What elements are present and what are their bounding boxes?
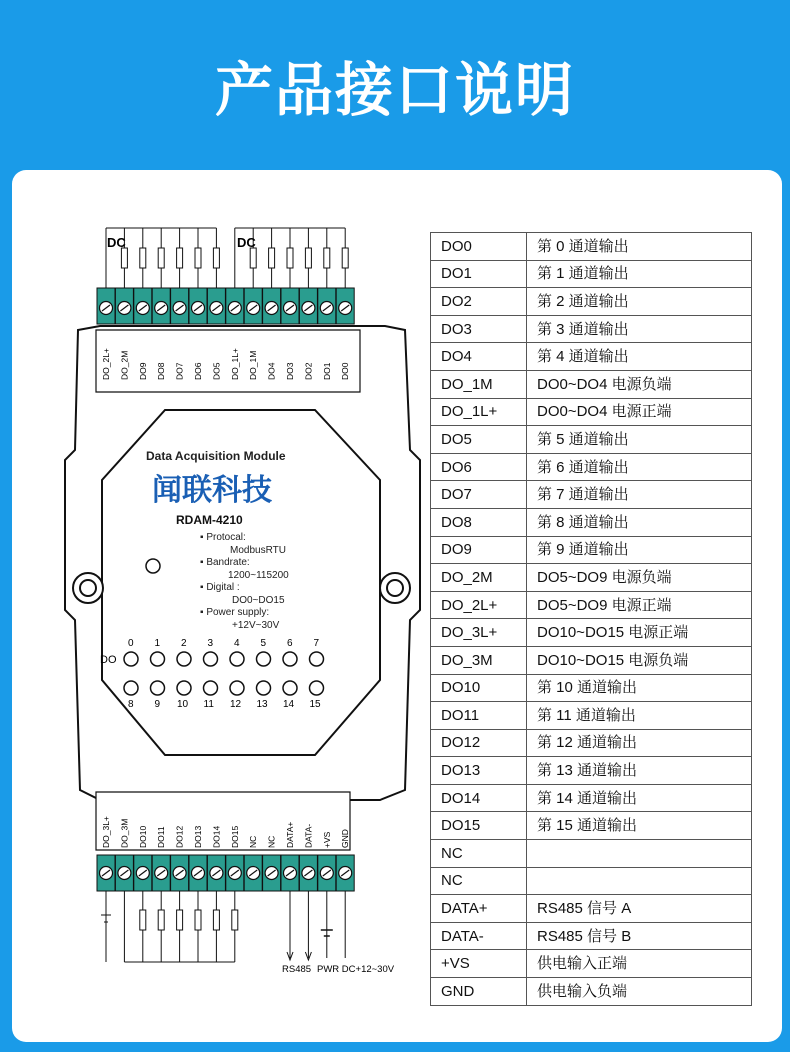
pin-name: DO15 bbox=[431, 812, 527, 840]
do-led bbox=[124, 681, 138, 695]
led-number: 1 bbox=[154, 638, 161, 649]
mount-hole-left-inner bbox=[80, 580, 96, 596]
pin-name: DO8 bbox=[431, 508, 527, 536]
led-number: 2 bbox=[181, 638, 187, 649]
pin-name: DO5 bbox=[431, 426, 527, 454]
top-terminal bbox=[189, 288, 207, 324]
top-terminal-label: DO5 bbox=[211, 362, 222, 380]
top-terminal bbox=[281, 288, 299, 324]
spec-text: ▪ Bandrate: bbox=[200, 557, 250, 568]
pin-description: 供电输入负端 bbox=[527, 978, 752, 1006]
pin-row bbox=[431, 729, 752, 757]
top-terminal-label: DO4 bbox=[266, 362, 277, 380]
top-terminal bbox=[207, 288, 225, 324]
pin-name: NC bbox=[431, 867, 527, 895]
do-led bbox=[204, 652, 218, 666]
do-led bbox=[230, 652, 244, 666]
pin-name: DO11 bbox=[431, 702, 527, 730]
led-row-label: DO bbox=[100, 654, 117, 666]
spec-text: ▪ Digital : bbox=[200, 582, 240, 593]
bottom-terminal bbox=[244, 855, 262, 891]
pin-description: DO10~DO15 电源负端 bbox=[527, 646, 752, 674]
led-number: 11 bbox=[203, 699, 214, 710]
do-led bbox=[283, 652, 297, 666]
top-terminal bbox=[336, 288, 354, 324]
pin-row bbox=[431, 370, 752, 398]
pin-name: DO_3M bbox=[431, 646, 527, 674]
led-number: 6 bbox=[287, 638, 293, 649]
bottom-terminal-label: NC bbox=[266, 835, 277, 848]
pin-name: DATA- bbox=[431, 922, 527, 950]
pin-name: DO_2M bbox=[431, 564, 527, 592]
pin-row bbox=[431, 867, 752, 895]
pin-name: DO14 bbox=[431, 784, 527, 812]
pin-name: DO4 bbox=[431, 343, 527, 371]
pin-description: 第 11 通道输出 bbox=[527, 702, 752, 730]
bottom-wiring bbox=[101, 891, 345, 962]
top-terminal bbox=[226, 288, 244, 324]
pin-row bbox=[431, 398, 752, 426]
pin-name: DO_3L+ bbox=[431, 619, 527, 647]
top-terminal-label: DO6 bbox=[193, 362, 203, 380]
spec-text: ▪ Protocal: bbox=[200, 532, 246, 543]
bottom-terminal bbox=[152, 855, 170, 891]
bottom-terminal-label: DO11 bbox=[156, 826, 167, 848]
pin-name: DO6 bbox=[431, 453, 527, 481]
bottom-terminal-label: DO13 bbox=[193, 825, 203, 848]
led-number: 4 bbox=[234, 638, 240, 649]
model-number: RDAM-4210 bbox=[176, 513, 243, 527]
spec-text: 1200~115200 bbox=[228, 570, 289, 581]
led-number: 0 bbox=[128, 638, 134, 649]
led-number: 14 bbox=[283, 699, 295, 710]
bottom-terminal-block bbox=[97, 855, 354, 891]
pin-row bbox=[431, 315, 752, 343]
top-terminal-label: DO2 bbox=[303, 362, 314, 380]
bottom-terminal-label: DO15 bbox=[229, 825, 240, 848]
pin-name: DO_1M bbox=[431, 370, 527, 398]
pin-description: RS485 信号 A bbox=[527, 895, 752, 923]
top-terminal-label: DO8 bbox=[156, 362, 167, 380]
pin-description: DO0~DO4 电源负端 bbox=[527, 370, 752, 398]
pin-row bbox=[431, 840, 752, 868]
spec-text: ModbusRTU bbox=[230, 545, 286, 556]
bottom-terminal bbox=[263, 855, 281, 891]
do-led bbox=[204, 681, 218, 695]
pin-description: 第 4 通道输出 bbox=[527, 343, 752, 371]
pin-row bbox=[431, 812, 752, 840]
top-terminal bbox=[115, 288, 133, 324]
pin-row bbox=[431, 895, 752, 923]
top-terminal-label: DO_1L+ bbox=[229, 348, 240, 380]
pin-description: DO5~DO9 电源正端 bbox=[527, 591, 752, 619]
pin-row bbox=[431, 591, 752, 619]
dc-label-right: DC bbox=[237, 235, 256, 250]
pin-name: DO3 bbox=[431, 315, 527, 343]
do-led bbox=[151, 681, 165, 695]
pin-row bbox=[431, 646, 752, 674]
page-title: 产品接口说明 bbox=[214, 56, 575, 124]
bottom-terminal bbox=[281, 855, 299, 891]
bottom-terminal bbox=[318, 855, 336, 891]
pin-description: 第 15 通道输出 bbox=[527, 812, 752, 840]
mount-hole-right-inner bbox=[387, 580, 403, 596]
pin-row bbox=[431, 426, 752, 454]
pin-description: 供电输入正端 bbox=[527, 950, 752, 978]
top-terminal-label: DO_1M bbox=[248, 350, 259, 380]
pin-table bbox=[430, 232, 752, 1006]
pin-description: DO0~DO4 电源正端 bbox=[527, 398, 752, 426]
top-terminal-label: DO_2L+ bbox=[101, 348, 111, 380]
do-led bbox=[257, 652, 271, 666]
top-terminal bbox=[244, 288, 262, 324]
top-terminal-label: DO7 bbox=[174, 362, 185, 380]
bottom-terminal bbox=[299, 855, 317, 891]
do-led bbox=[257, 681, 271, 695]
pin-description: 第 9 通道输出 bbox=[527, 536, 752, 564]
bottom-terminal bbox=[336, 855, 354, 891]
module-diagram bbox=[60, 210, 430, 990]
pin-row bbox=[431, 343, 752, 371]
bottom-terminal bbox=[207, 855, 225, 891]
pin-description: 第 3 通道输出 bbox=[527, 315, 752, 343]
module-label: Data Acquisition Module bbox=[146, 449, 286, 463]
pin-row bbox=[431, 978, 752, 1006]
led-number: 15 bbox=[309, 699, 321, 710]
pin-name: DO13 bbox=[431, 757, 527, 785]
pin-name: NC bbox=[431, 840, 527, 868]
status-led bbox=[146, 559, 160, 573]
do-led bbox=[177, 681, 191, 695]
led-number: 12 bbox=[230, 699, 242, 710]
bottom-terminal bbox=[189, 855, 207, 891]
do-led bbox=[151, 652, 165, 666]
top-terminal bbox=[152, 288, 170, 324]
pin-description: 第 7 通道输出 bbox=[527, 481, 752, 509]
pin-row bbox=[431, 784, 752, 812]
top-terminal bbox=[97, 288, 115, 324]
pin-description bbox=[527, 840, 752, 868]
rs485-caption: RS485 bbox=[282, 964, 312, 975]
pin-name: DO_2L+ bbox=[431, 591, 527, 619]
top-label-plate bbox=[96, 330, 360, 392]
pin-row bbox=[431, 757, 752, 785]
pin-description: 第 2 通道输出 bbox=[527, 288, 752, 316]
do-led bbox=[310, 681, 324, 695]
bottom-terminal-label: DO_3L+ bbox=[101, 816, 111, 848]
pin-description: 第 0 通道输出 bbox=[527, 233, 752, 261]
pin-name: DO1 bbox=[431, 260, 527, 288]
bottom-terminal-label: DATA+ bbox=[285, 821, 295, 848]
do-led bbox=[283, 681, 297, 695]
bottom-terminal-label: DO_3M bbox=[119, 818, 130, 848]
do-led bbox=[310, 652, 324, 666]
pin-name: DO12 bbox=[431, 729, 527, 757]
bottom-terminal bbox=[97, 855, 115, 891]
pin-name: DO0 bbox=[431, 233, 527, 261]
led-number: 10 bbox=[177, 699, 189, 710]
pin-description: 第 1 通道输出 bbox=[527, 260, 752, 288]
led-number: 3 bbox=[207, 638, 214, 649]
do-led bbox=[177, 652, 191, 666]
dc-label-left: DC bbox=[107, 235, 126, 250]
pin-row bbox=[431, 481, 752, 509]
top-terminal bbox=[171, 288, 189, 324]
pin-row bbox=[431, 950, 752, 978]
bottom-terminal bbox=[134, 855, 152, 891]
pin-description: 第 5 通道输出 bbox=[527, 426, 752, 454]
bottom-terminal-label: NC bbox=[248, 835, 259, 848]
pin-row bbox=[431, 922, 752, 950]
top-terminal bbox=[263, 288, 281, 324]
pin-description: 第 14 通道输出 bbox=[527, 784, 752, 812]
pin-name: DO7 bbox=[431, 481, 527, 509]
bottom-terminal bbox=[226, 855, 244, 891]
pin-description bbox=[527, 867, 752, 895]
pin-row bbox=[431, 702, 752, 730]
pin-description: 第 10 通道输出 bbox=[527, 674, 752, 702]
spec-text: +12V~30V bbox=[232, 620, 280, 631]
do-led bbox=[230, 681, 244, 695]
pin-row bbox=[431, 288, 752, 316]
brand-name: 闻联科技 bbox=[152, 474, 272, 507]
pin-row bbox=[431, 564, 752, 592]
bottom-terminal-label: DATA- bbox=[303, 823, 314, 848]
pin-description: 第 12 通道输出 bbox=[527, 729, 752, 757]
pin-description: DO5~DO9 电源负端 bbox=[527, 564, 752, 592]
pin-name: +VS bbox=[431, 950, 527, 978]
pin-row bbox=[431, 674, 752, 702]
pin-row bbox=[431, 508, 752, 536]
bottom-terminal bbox=[115, 855, 133, 891]
pin-row bbox=[431, 233, 752, 261]
top-wiring bbox=[106, 228, 348, 288]
top-terminal-label: DO0 bbox=[340, 362, 351, 380]
power-caption: PWR DC+12~30V bbox=[317, 964, 395, 975]
pin-description: 第 8 通道输出 bbox=[527, 508, 752, 536]
top-terminal-label: DO9 bbox=[137, 362, 148, 380]
pin-name: DATA+ bbox=[431, 895, 527, 923]
spec-text: ▪ Power supply: bbox=[200, 607, 270, 618]
led-number: 8 bbox=[128, 699, 134, 710]
led-number: 5 bbox=[260, 638, 267, 649]
bottom-terminal-label: DO14 bbox=[211, 825, 222, 848]
led-number: 13 bbox=[256, 699, 268, 710]
bottom-terminal bbox=[171, 855, 189, 891]
bottom-terminal-label: GND bbox=[340, 829, 351, 848]
top-terminal-label: DO_2M bbox=[119, 350, 130, 380]
pin-name: DO10 bbox=[431, 674, 527, 702]
spec-text: DO0~DO15 bbox=[232, 595, 285, 606]
pin-description: 第 13 通道输出 bbox=[527, 757, 752, 785]
top-terminal-block bbox=[97, 288, 354, 324]
bottom-terminal-label: DO10 bbox=[137, 825, 148, 848]
bottom-terminal-label: DO12 bbox=[174, 825, 185, 848]
top-terminal-label: DO3 bbox=[285, 362, 295, 380]
top-terminal-label: DO1 bbox=[321, 362, 332, 380]
pin-name: DO_1L+ bbox=[431, 398, 527, 426]
top-terminal bbox=[134, 288, 152, 324]
pin-name: DO9 bbox=[431, 536, 527, 564]
top-terminal bbox=[318, 288, 336, 324]
led-number: 9 bbox=[154, 699, 161, 710]
pin-name: GND bbox=[431, 978, 527, 1006]
pin-row bbox=[431, 536, 752, 564]
pin-description: 第 6 通道输出 bbox=[527, 453, 752, 481]
bottom-terminal-label: +VS bbox=[321, 831, 332, 848]
pin-name: DO2 bbox=[431, 288, 527, 316]
pin-row bbox=[431, 619, 752, 647]
pin-row bbox=[431, 453, 752, 481]
pin-description: DO10~DO15 电源正端 bbox=[527, 619, 752, 647]
do-led bbox=[124, 652, 138, 666]
led-number: 7 bbox=[313, 638, 320, 649]
pin-description: RS485 信号 B bbox=[527, 922, 752, 950]
pin-row bbox=[431, 260, 752, 288]
top-terminal bbox=[299, 288, 317, 324]
